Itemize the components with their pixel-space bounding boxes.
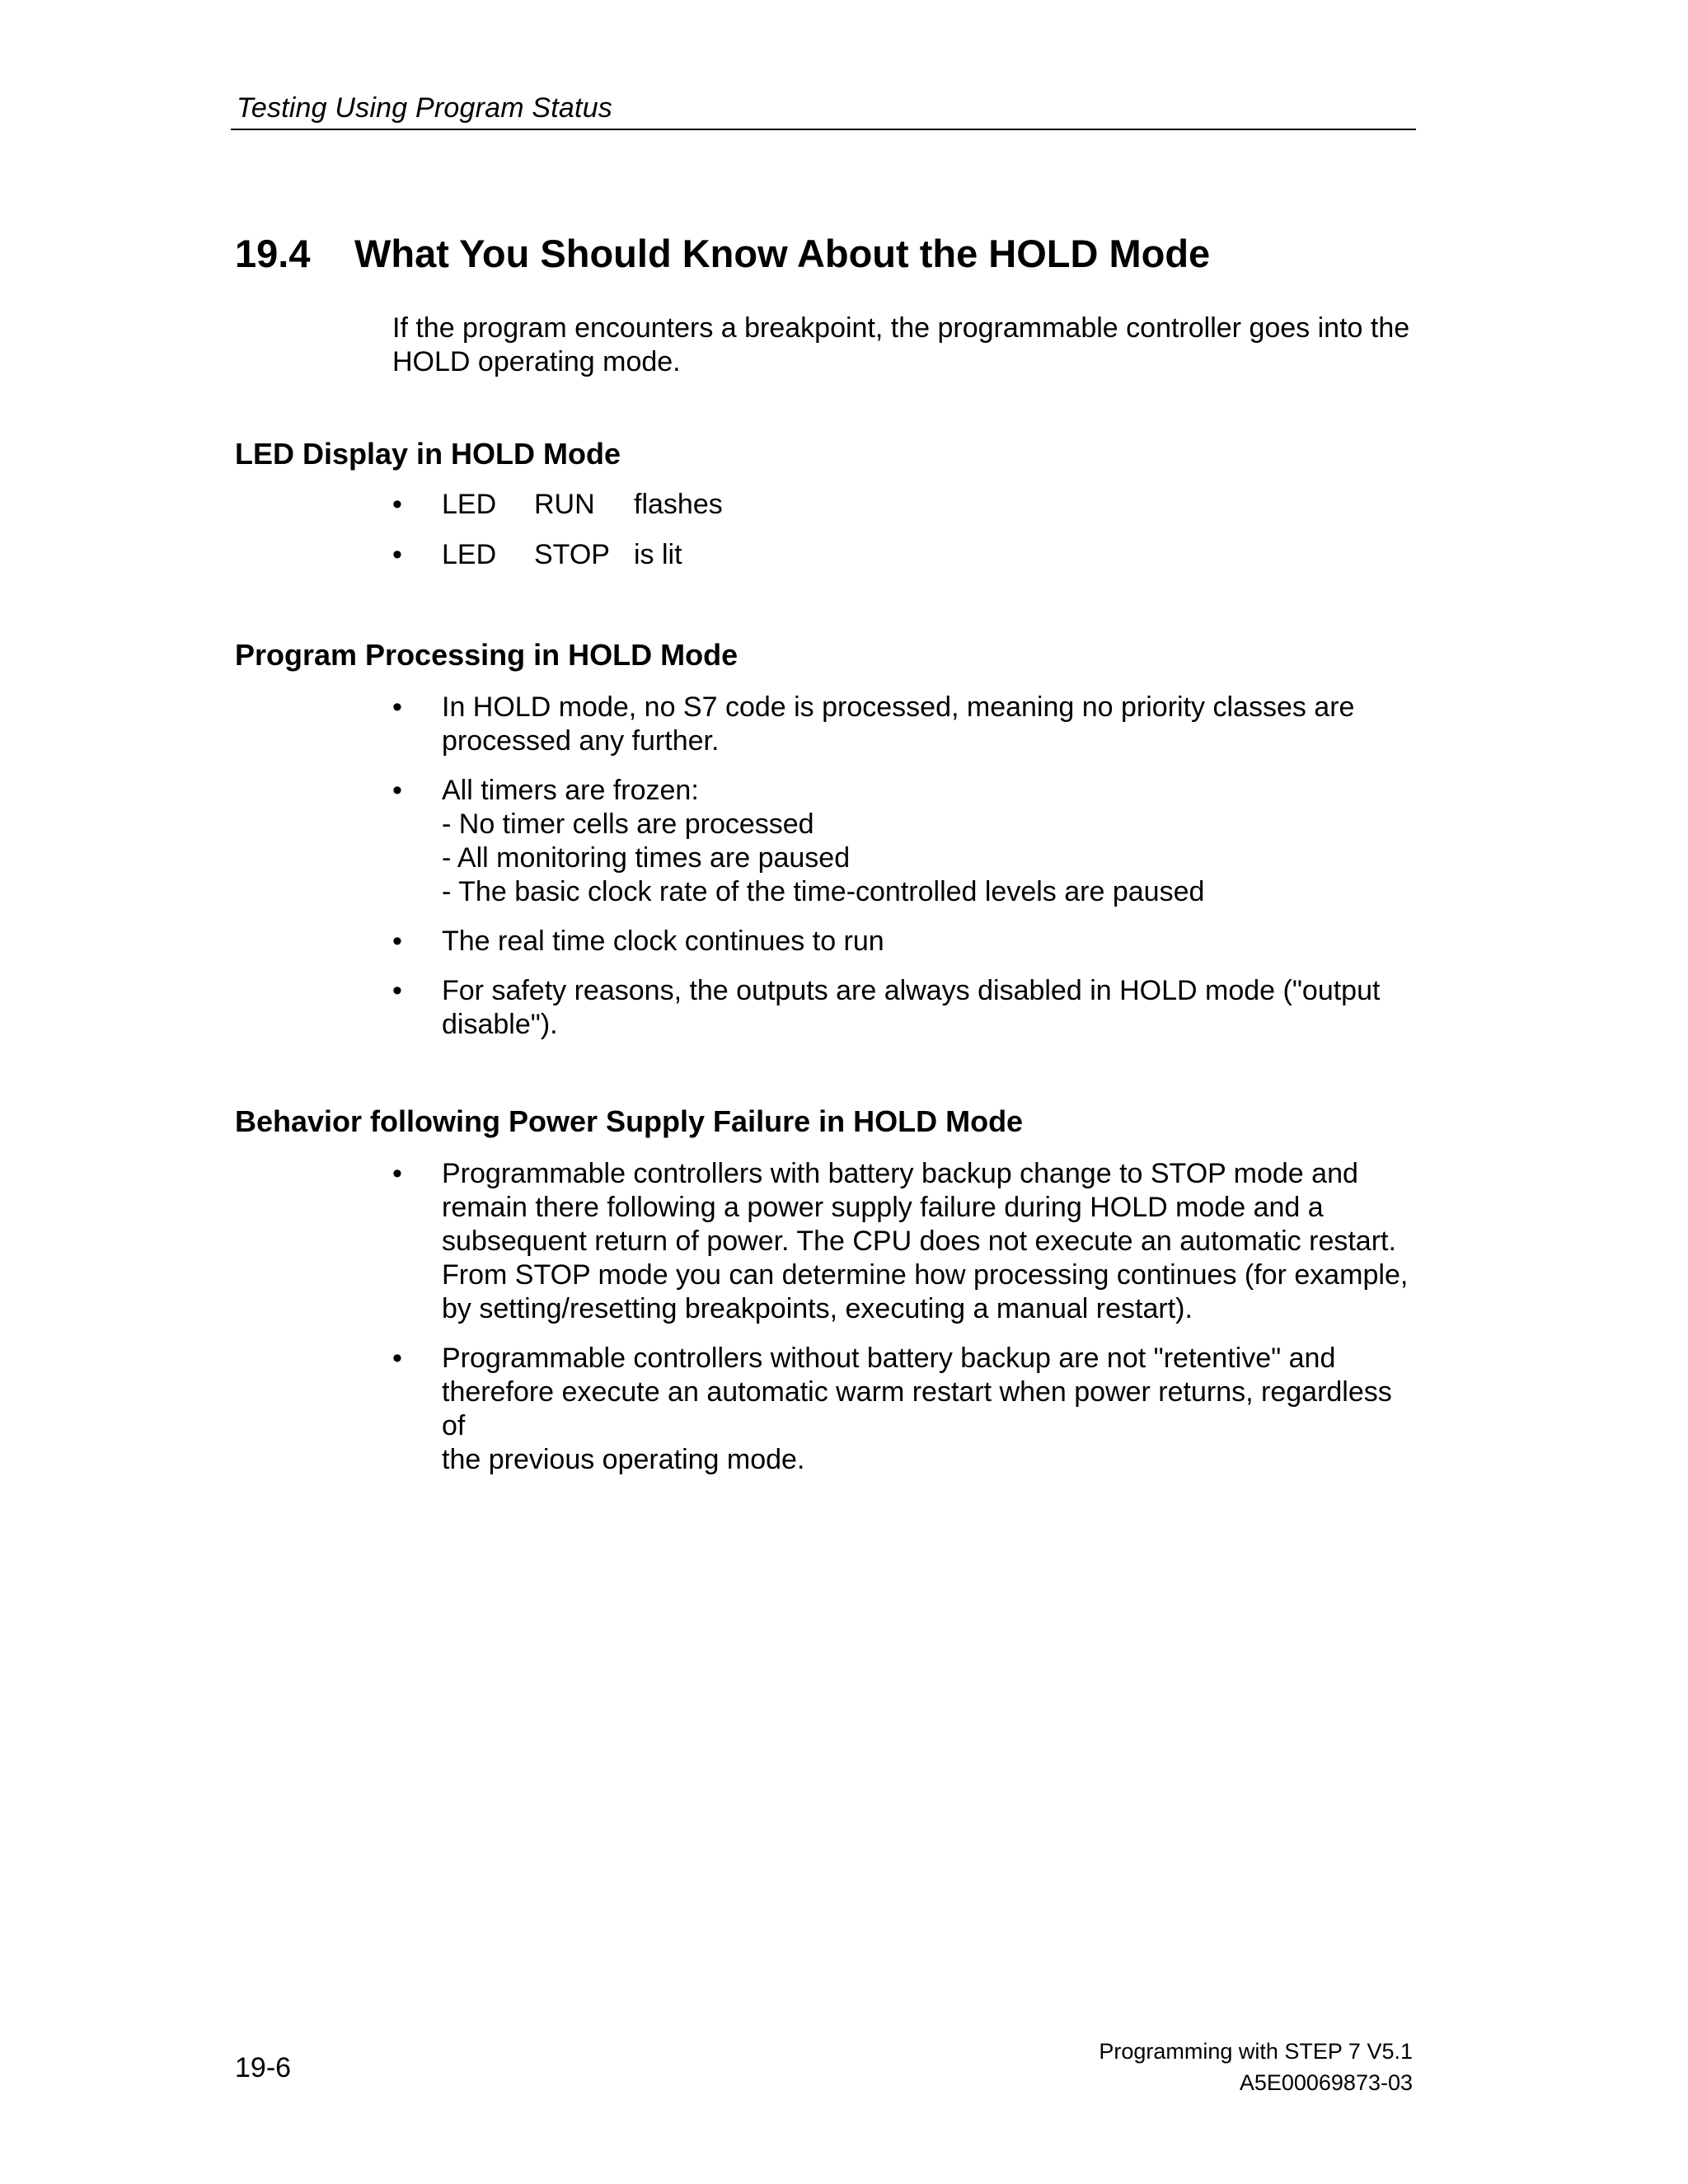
list-line: subsequent return of power. The CPU does not execute an automatic restart. [442, 1226, 1396, 1257]
bullet-icon: • [392, 1158, 402, 1189]
list-line: disable"). [442, 1009, 558, 1040]
led-name: RUN [534, 489, 595, 520]
bullet-icon: • [392, 926, 402, 957]
power-failure-list [392, 1157, 1423, 1493]
list-item [392, 488, 1423, 522]
program-processing-list [392, 691, 1423, 1057]
bullet-icon: • [392, 975, 402, 1006]
header-rule [231, 129, 1416, 130]
list-line: remain there following a power supply failure during HOLD mode and a [442, 1192, 1324, 1223]
running-title: Testing Using Program Status [237, 92, 613, 124]
bullet-icon: • [392, 539, 402, 570]
section-title-text: What You Should Know About the HOLD Mode [354, 232, 1211, 275]
list-item [392, 925, 1423, 958]
section-title [235, 231, 1210, 276]
list-line: From STOP mode you can determine how processing continues (for example, [442, 1259, 1409, 1291]
list-line: by setting/resetting breakpoints, executing a manual restart). [442, 1293, 1193, 1324]
footer-page-number: 19-6 [235, 2052, 292, 2083]
footer-doc-number: A5E00069873-03 [1239, 2070, 1413, 2095]
section-number: 19.4 [235, 232, 311, 275]
list-line: All timers are frozen: [442, 775, 699, 806]
footer-document-info [1099, 2036, 1413, 2098]
led-display-list [392, 488, 1423, 588]
led-display-heading: LED Display in HOLD Mode [235, 437, 621, 471]
bullet-icon: • [392, 691, 402, 723]
list-line: processed any further. [442, 725, 720, 757]
intro-paragraph: If the program encounters a breakpoint, the programmable controller goes into the HOLD operating mode. [392, 312, 1410, 377]
list-line: - All monitoring times are paused [442, 842, 851, 874]
list-line: the previous operating mode. [442, 1444, 805, 1475]
bullet-icon: • [392, 1343, 402, 1374]
list-item [392, 974, 1423, 1042]
led-state: flashes [634, 489, 723, 520]
list-line: The real time clock continues to run [442, 926, 884, 957]
power-failure-heading: Behavior following Power Supply Failure in HOLD Mode [235, 1104, 1024, 1138]
list-line: - No timer cells are processed [442, 808, 814, 840]
led-state: is lit [634, 539, 682, 570]
list-line: Programmable controllers with battery backup change to STOP mode and [442, 1158, 1358, 1189]
list-line: - The basic clock rate of the time-controlled levels are paused [442, 876, 1205, 907]
bullet-icon: • [392, 489, 402, 520]
list-item [392, 691, 1423, 758]
led-label: LED [442, 539, 497, 570]
list-item [392, 1157, 1423, 1326]
led-name: STOP [534, 539, 610, 570]
bullet-icon: • [392, 775, 402, 806]
list-line: therefore execute an automatic warm restart when power returns, regardless of [442, 1376, 1392, 1441]
list-item [392, 774, 1423, 909]
list-item [392, 538, 1423, 572]
footer-book-title: Programming with STEP 7 V5.1 [1099, 2039, 1413, 2064]
list-line: Programmable controllers without battery backup are not "retentive" and [442, 1343, 1336, 1374]
list-line: For safety reasons, the outputs are always disabled in HOLD mode ("output [442, 975, 1381, 1006]
program-processing-heading: Program Processing in HOLD Mode [235, 638, 738, 672]
led-label: LED [442, 489, 497, 520]
list-line: In HOLD mode, no S7 code is processed, meaning no priority classes are [442, 691, 1355, 723]
list-item [392, 1342, 1423, 1477]
